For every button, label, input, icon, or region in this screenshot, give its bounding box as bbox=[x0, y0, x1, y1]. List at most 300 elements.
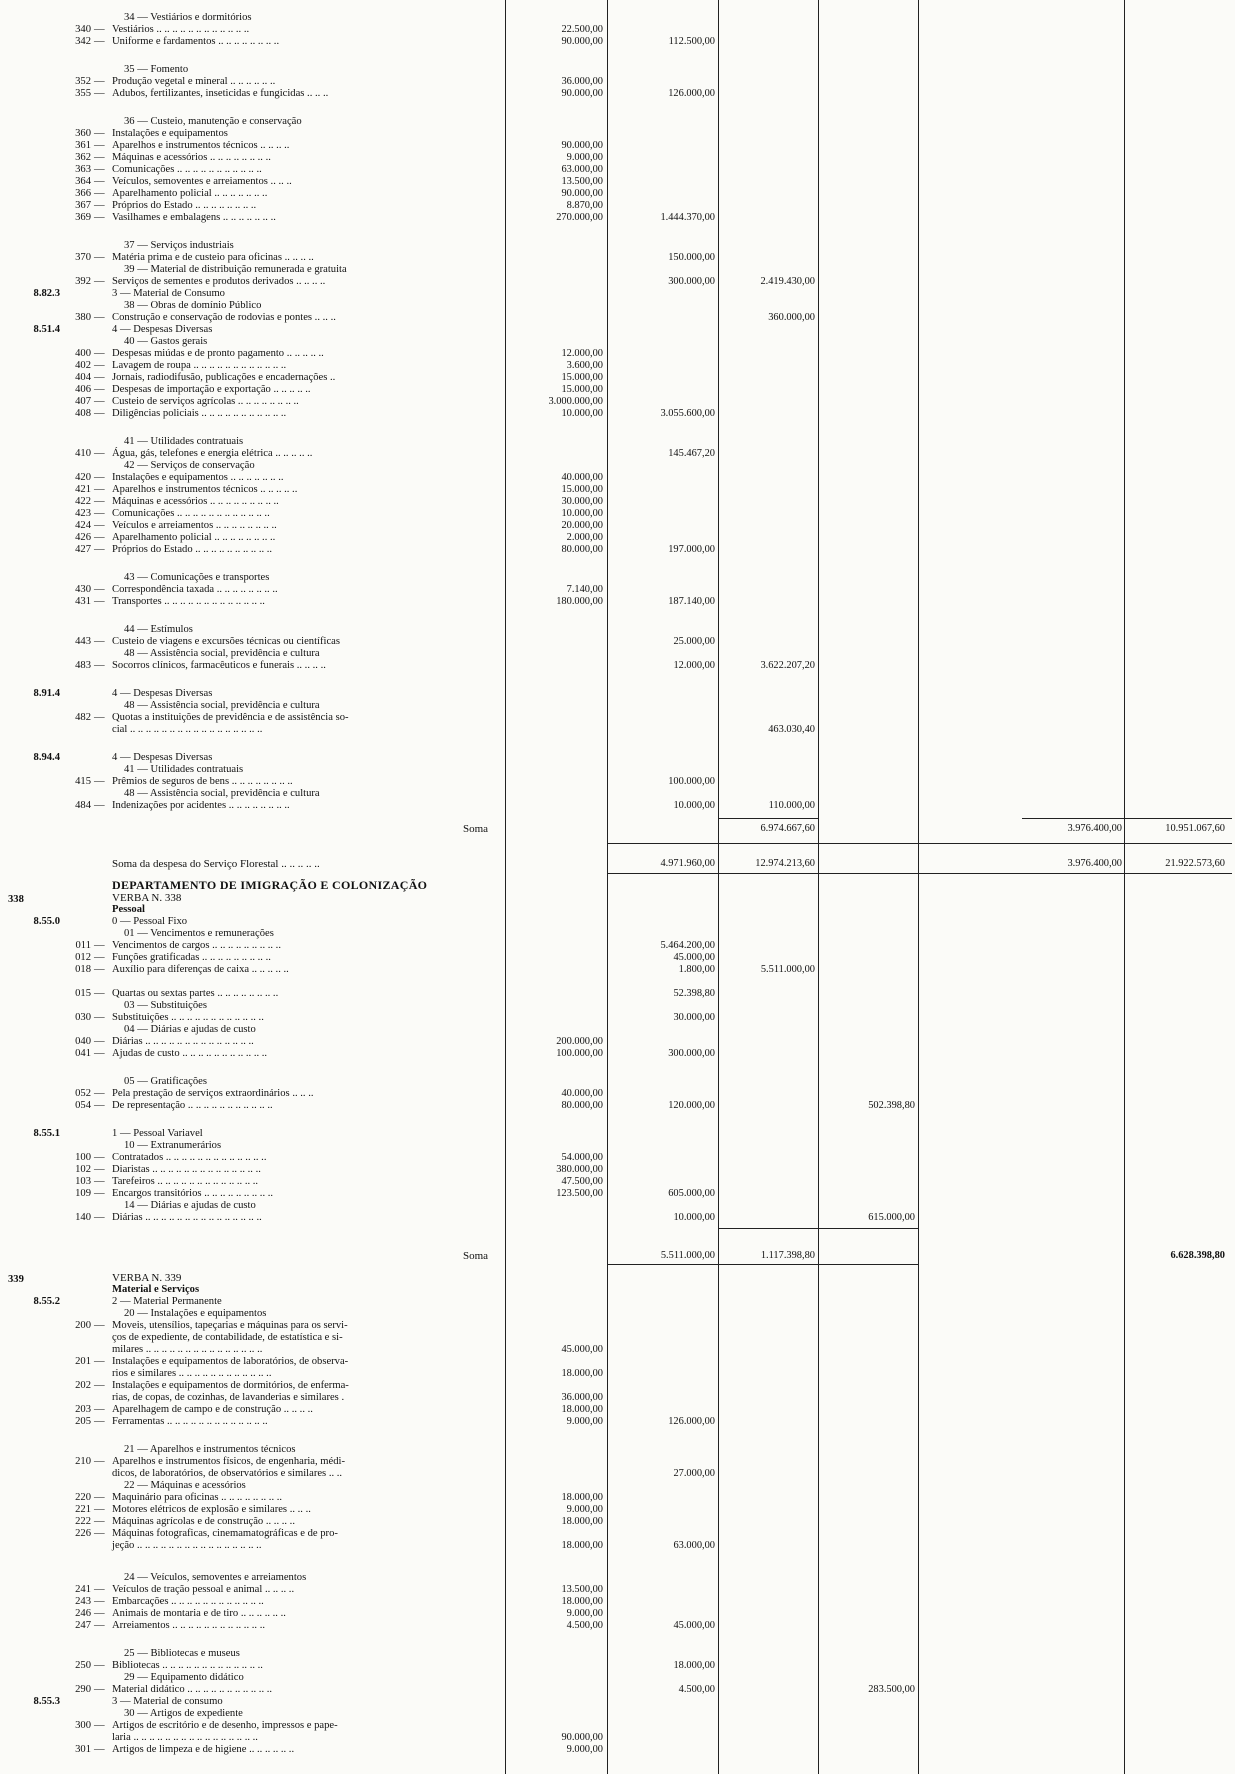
soma-value: 10.951.067,60 bbox=[1165, 823, 1225, 834]
line-code: 241 bbox=[75, 1584, 91, 1595]
amount-c1: 90.000,00 bbox=[561, 140, 603, 151]
amount-c1: 40.000,00 bbox=[561, 472, 603, 483]
dash-separator: — bbox=[94, 1152, 105, 1163]
budget-line bbox=[0, 460, 1235, 472]
budget-line bbox=[0, 508, 1235, 520]
budget-line bbox=[0, 584, 1235, 596]
dash-separator: — bbox=[94, 496, 105, 507]
budget-line bbox=[0, 448, 1235, 460]
line-label: Produção vegetal e mineral .. .. .. .. .. .. bbox=[112, 76, 276, 87]
line-label: 0 — Pessoal Fixo bbox=[112, 916, 188, 927]
sum-rule bbox=[607, 1264, 918, 1265]
line-label: Comunicações .. .. .. .. .. .. .. .. .. .. .. bbox=[112, 164, 262, 175]
budget-line bbox=[0, 532, 1235, 544]
line-code: 054 bbox=[75, 1100, 91, 1111]
amount-c1: 36.000,00 bbox=[561, 76, 603, 87]
dash-separator: — bbox=[94, 1380, 105, 1391]
line-label: 24 — Veículos, semoventes e arreiamentos bbox=[124, 1572, 307, 1583]
dash-separator: — bbox=[94, 1620, 105, 1631]
amount-c1: 30.000,00 bbox=[561, 496, 603, 507]
line-label: Motores elétricos de explosão e similares .. .. .. bbox=[112, 1504, 311, 1515]
budget-line bbox=[0, 788, 1235, 800]
budget-line bbox=[0, 940, 1235, 952]
sum-rule bbox=[1022, 818, 1232, 819]
amount-c1: 13.500,00 bbox=[561, 176, 603, 187]
budget-line bbox=[0, 660, 1235, 672]
line-label: Diárias .. .. .. .. .. .. .. .. .. .. .. .. .. .. .. bbox=[112, 1212, 262, 1223]
amount-c1: 40.000,00 bbox=[561, 1088, 603, 1099]
dash-separator: — bbox=[94, 76, 105, 87]
dash-separator: — bbox=[94, 532, 105, 543]
budget-line bbox=[0, 212, 1235, 224]
amount-c2: 187.140,00 bbox=[668, 596, 715, 607]
line-label: Pela prestação de serviços extraordinários .. .. .. bbox=[112, 1088, 314, 1099]
line-label: Tarefeiros .. .. .. .. .. .. .. .. .. .. .. .. .. bbox=[112, 1176, 259, 1187]
line-code: 205 bbox=[75, 1416, 91, 1427]
amount-c1: 3.000.000,00 bbox=[548, 396, 603, 407]
amount-c3: 2.419.430,00 bbox=[760, 276, 815, 287]
line-code: 8.82.3 bbox=[33, 288, 60, 299]
line-label: 03 — Substituições bbox=[124, 1000, 207, 1011]
line-label: 21 — Aparelhos e instrumentos técnicos bbox=[124, 1444, 296, 1455]
line-label: Instalações e equipamentos de dormitórios, de enferma- bbox=[112, 1380, 349, 1391]
dash-separator: — bbox=[94, 1212, 105, 1223]
soma-value: 6.974.667,60 bbox=[760, 823, 815, 834]
budget-line bbox=[0, 1332, 1235, 1344]
line-code: 420 bbox=[75, 472, 91, 483]
budget-line bbox=[0, 1504, 1235, 1516]
budget-line bbox=[0, 140, 1235, 152]
line-code: 427 bbox=[75, 544, 91, 555]
line-code: 404 bbox=[75, 372, 91, 383]
line-label: 22 — Máquinas e acessórios bbox=[124, 1480, 246, 1491]
line-code: 355 bbox=[75, 88, 91, 99]
line-label: Máquinas e acessórios .. .. .. .. .. .. .. .. bbox=[112, 152, 271, 163]
dash-separator: — bbox=[94, 1528, 105, 1539]
soma-label: Soma bbox=[463, 1250, 489, 1262]
dash-separator: — bbox=[94, 1176, 105, 1187]
dash-separator: — bbox=[94, 152, 105, 163]
amount-c2: 100.000,00 bbox=[668, 776, 715, 787]
amount-c2: 300.000,00 bbox=[668, 276, 715, 287]
line-code: 415 bbox=[75, 776, 91, 787]
dash-separator: — bbox=[94, 520, 105, 531]
amount-c1: 80.000,00 bbox=[561, 544, 603, 555]
line-code: 392 bbox=[75, 276, 91, 287]
dash-separator: — bbox=[94, 508, 105, 519]
amount-c1: 15.000,00 bbox=[561, 372, 603, 383]
dash-separator: — bbox=[94, 188, 105, 199]
dash-separator: — bbox=[94, 372, 105, 383]
budget-line bbox=[0, 1212, 1235, 1224]
dash-separator: — bbox=[94, 348, 105, 359]
dash-separator: — bbox=[94, 1404, 105, 1415]
amount-c1: 15.000,00 bbox=[561, 384, 603, 395]
line-code: 361 bbox=[75, 140, 91, 151]
budget-line bbox=[0, 128, 1235, 140]
amount-c2: 120.000,00 bbox=[668, 1100, 715, 1111]
line-code: 422 bbox=[75, 496, 91, 507]
amount-c1: 180.000,00 bbox=[556, 596, 603, 607]
budget-line bbox=[0, 264, 1235, 276]
line-label: Água, gás, telefones e energia elétrica .. .. .. .. .. bbox=[112, 448, 313, 459]
budget-line bbox=[0, 176, 1235, 188]
line-code: 340 bbox=[75, 24, 91, 35]
amount-c4: 283.500,00 bbox=[868, 1684, 915, 1695]
dash-separator: — bbox=[94, 1320, 105, 1331]
budget-line bbox=[0, 1584, 1235, 1596]
budget-line bbox=[0, 1572, 1235, 1584]
line-code: 102 bbox=[75, 1164, 91, 1175]
budget-line bbox=[0, 776, 1235, 788]
line-label: Maquinário para oficinas .. .. .. .. .. .. .. .. bbox=[112, 1492, 283, 1503]
dash-separator: — bbox=[94, 164, 105, 175]
line-label: Instalações e equipamentos de laboratórios, de observa- bbox=[112, 1356, 349, 1367]
dash-separator: — bbox=[94, 408, 105, 419]
line-label: Matéria prima e de custeio para oficinas .. .. .. .. bbox=[112, 252, 314, 263]
line-code: 431 bbox=[75, 596, 91, 607]
budget-line bbox=[0, 1696, 1235, 1708]
budget-line bbox=[0, 88, 1235, 100]
budget-line bbox=[0, 1444, 1235, 1456]
budget-line bbox=[0, 1672, 1235, 1684]
line-code: 367 bbox=[75, 200, 91, 211]
line-label: Vasilhames e embalagens .. .. .. .. .. .. .. bbox=[112, 212, 276, 223]
amount-c1: 47.500,00 bbox=[561, 1176, 603, 1187]
line-label: 42 — Serviços de conservação bbox=[124, 460, 255, 471]
budget-line bbox=[0, 988, 1235, 1000]
budget-line bbox=[0, 1732, 1235, 1744]
amount-c2: 1.444.370,00 bbox=[660, 212, 715, 223]
budget-line bbox=[0, 288, 1235, 300]
amount-c2: 27.000,00 bbox=[673, 1468, 715, 1479]
dash-separator: — bbox=[94, 596, 105, 607]
line-code: 406 bbox=[75, 384, 91, 395]
budget-line bbox=[0, 324, 1235, 336]
line-label: Socorros clínicos, farmacêuticos e funerais .. .. .. .. bbox=[112, 660, 326, 671]
amount-c1: 54.000,00 bbox=[561, 1152, 603, 1163]
dash-separator: — bbox=[94, 1516, 105, 1527]
line-label: dicos, de laboratórios, de observatórios e similares .. .. bbox=[112, 1468, 343, 1479]
amount-c4: 502.398,80 bbox=[868, 1100, 915, 1111]
amount-c3: 463.030,40 bbox=[768, 724, 815, 735]
budget-line bbox=[0, 496, 1235, 508]
dash-separator: — bbox=[94, 1660, 105, 1671]
budget-line bbox=[0, 648, 1235, 660]
line-label: Veículos de tração pessoal e animal .. .. .. .. bbox=[112, 1584, 295, 1595]
line-label: Próprios do Estado .. .. .. .. .. .. .. .. bbox=[112, 200, 257, 211]
line-code: 400 bbox=[75, 348, 91, 359]
budget-line bbox=[0, 1200, 1235, 1212]
amount-c3: 5.511.000,00 bbox=[760, 964, 815, 975]
line-code: 408 bbox=[75, 408, 91, 419]
amount-c1: 80.000,00 bbox=[561, 1100, 603, 1111]
line-code: 222 bbox=[75, 1516, 91, 1527]
line-label: 4 — Despesas Diversas bbox=[112, 324, 213, 335]
budget-line bbox=[0, 1368, 1235, 1380]
line-label: Contratados .. .. .. .. .. .. .. .. .. .. .. .. .. bbox=[112, 1152, 267, 1163]
amount-c2: 3.055.600,00 bbox=[660, 408, 715, 419]
line-label: Diárias .. .. .. .. .. .. .. .. .. .. .. .. .. .. bbox=[112, 1036, 254, 1047]
amount-c3: 3.622.207,20 bbox=[760, 660, 815, 671]
budget-line bbox=[0, 1320, 1235, 1332]
dash-separator: — bbox=[94, 1720, 105, 1731]
budget-line bbox=[0, 1648, 1235, 1660]
soma-label: Soma bbox=[463, 823, 489, 835]
line-label: 41 — Utilidades contratuais bbox=[124, 764, 244, 775]
sum-rule bbox=[607, 843, 1232, 844]
budget-line bbox=[0, 436, 1235, 448]
budget-line bbox=[0, 624, 1235, 636]
line-label: Comunicações .. .. .. .. .. .. .. .. .. .. .. .. bbox=[112, 508, 270, 519]
line-label: Encargos transitórios .. .. .. .. .. .. .. .. .. bbox=[112, 1188, 274, 1199]
budget-line bbox=[0, 700, 1235, 712]
line-label: 4 — Despesas Diversas bbox=[112, 688, 213, 699]
budget-line bbox=[0, 800, 1235, 812]
line-label: Aparelhamento policial .. .. .. .. .. .. .. bbox=[112, 188, 268, 199]
line-label: 34 — Vestiários e dormitórios bbox=[124, 12, 252, 23]
budget-line bbox=[0, 396, 1235, 408]
budget-line bbox=[0, 200, 1235, 212]
dash-separator: — bbox=[94, 360, 105, 371]
budget-line bbox=[0, 1152, 1235, 1164]
amount-c1: 9.000,00 bbox=[566, 1608, 603, 1619]
dash-separator: — bbox=[94, 484, 105, 495]
budget-line bbox=[0, 1468, 1235, 1480]
budget-line bbox=[0, 1128, 1235, 1140]
amount-c1: 90.000,00 bbox=[561, 36, 603, 47]
amount-c1: 22.500,00 bbox=[561, 24, 603, 35]
amount-c3: 110.000,00 bbox=[768, 800, 815, 811]
dash-separator: — bbox=[94, 396, 105, 407]
dash-separator: — bbox=[94, 1584, 105, 1595]
line-code: 250 bbox=[75, 1660, 91, 1671]
line-label: Aparelhamento policial .. .. .. .. .. .. .. .. bbox=[112, 532, 276, 543]
dash-separator: — bbox=[94, 712, 105, 723]
line-label: Funções gratificadas .. .. .. .. .. .. .. .. .. bbox=[112, 952, 271, 963]
budget-line bbox=[0, 1492, 1235, 1504]
line-code: 290 bbox=[75, 1684, 91, 1695]
line-code: 8.91.4 bbox=[33, 688, 60, 699]
amount-c2: 18.000,00 bbox=[673, 1660, 715, 1671]
amount-c2: 197.000,00 bbox=[668, 544, 715, 555]
amount-c2: 145.467,20 bbox=[668, 448, 715, 459]
budget-line bbox=[0, 1088, 1235, 1100]
line-label: 29 — Equipamento didático bbox=[124, 1672, 244, 1683]
dash-separator: — bbox=[94, 964, 105, 975]
amount-c1: 7.140,00 bbox=[566, 584, 603, 595]
budget-line bbox=[0, 116, 1235, 128]
amount-c2: 10.000,00 bbox=[673, 1212, 715, 1223]
line-code: 011 bbox=[75, 940, 91, 951]
soma-value: 1.117.398,80 bbox=[760, 1250, 815, 1261]
line-code: 052 bbox=[75, 1088, 91, 1099]
line-code: 407 bbox=[75, 396, 91, 407]
amount-c1: 13.500,00 bbox=[561, 1584, 603, 1595]
line-code: 220 bbox=[75, 1492, 91, 1503]
dash-separator: — bbox=[94, 1492, 105, 1503]
budget-line bbox=[0, 520, 1235, 532]
line-code: 100 bbox=[75, 1152, 91, 1163]
line-label: Correspondência taxada .. .. .. .. .. .. .. .. bbox=[112, 584, 278, 595]
dash-separator: — bbox=[94, 448, 105, 459]
dash-separator: — bbox=[94, 200, 105, 211]
line-code: 247 bbox=[75, 1620, 91, 1631]
amount-c3: 360.000,00 bbox=[768, 312, 815, 323]
line-label: Máquinas agrícolas e de construção .. .. .. .. bbox=[112, 1516, 295, 1527]
budget-line bbox=[0, 1480, 1235, 1492]
line-code: 040 bbox=[75, 1036, 91, 1047]
soma-value: 3.976.400,00 bbox=[1067, 823, 1122, 834]
line-code: 364 bbox=[75, 176, 91, 187]
line-label: 05 — Gratificações bbox=[124, 1076, 207, 1087]
amount-c2: 45.000,00 bbox=[673, 952, 715, 963]
budget-line bbox=[0, 472, 1235, 484]
amount-c2: 1.800,00 bbox=[678, 964, 715, 975]
budget-line bbox=[0, 764, 1235, 776]
line-label: 39 — Material de distribuição remunerada e gratuita bbox=[124, 264, 347, 275]
line-label: De representação .. .. .. .. .. .. .. .. .. .. .. bbox=[112, 1100, 273, 1111]
budget-line bbox=[0, 1608, 1235, 1620]
dash-separator: — bbox=[94, 1684, 105, 1695]
dash-separator: — bbox=[94, 312, 105, 323]
budget-line bbox=[0, 188, 1235, 200]
amount-c1: 10.000,00 bbox=[561, 508, 603, 519]
line-label: 48 — Assistência social, previdência e cultura bbox=[124, 700, 320, 711]
line-label: Quotas a instituições de previdência e de assistência so- bbox=[112, 712, 349, 723]
dash-separator: — bbox=[94, 1188, 105, 1199]
line-code: 366 bbox=[75, 188, 91, 199]
amount-c1: 90.000,00 bbox=[561, 88, 603, 99]
line-code: 380 bbox=[75, 312, 91, 323]
budget-line bbox=[0, 712, 1235, 724]
line-code: 300 bbox=[75, 1720, 91, 1731]
dash-separator: — bbox=[94, 952, 105, 963]
line-label: Arreiamentos .. .. .. .. .. .. .. .. .. .. .. .. bbox=[112, 1620, 265, 1631]
line-label: Custeio de serviços agrícolas .. .. .. .. .. .. .. .. bbox=[112, 396, 299, 407]
dash-separator: — bbox=[94, 1088, 105, 1099]
dash-separator: — bbox=[94, 472, 105, 483]
line-code: 370 bbox=[75, 252, 91, 263]
amount-c1: 380.000,00 bbox=[556, 1164, 603, 1175]
budget-line bbox=[0, 300, 1235, 312]
line-label: 30 — Artigos de expediente bbox=[124, 1708, 243, 1719]
amount-c1: 10.000,00 bbox=[561, 408, 603, 419]
dash-separator: — bbox=[94, 1456, 105, 1467]
budget-line bbox=[0, 916, 1235, 928]
line-label: jeção .. .. .. .. .. .. .. .. .. .. .. .. .. .. .. .. bbox=[112, 1540, 262, 1551]
line-code: 140 bbox=[75, 1212, 91, 1223]
budget-line bbox=[0, 596, 1235, 608]
line-code: 103 bbox=[75, 1176, 91, 1187]
line-code: 369 bbox=[75, 212, 91, 223]
budget-line bbox=[0, 252, 1235, 264]
line-label: 44 — Estímulos bbox=[124, 624, 193, 635]
budget-line bbox=[0, 1392, 1235, 1404]
dash-separator: — bbox=[94, 88, 105, 99]
dash-separator: — bbox=[94, 384, 105, 395]
line-label: Adubos, fertilizantes, inseticidas e fungicidas .. .. .. bbox=[112, 88, 329, 99]
budget-line bbox=[0, 1188, 1235, 1200]
amount-c1: 90.000,00 bbox=[561, 188, 603, 199]
line-code: 483 bbox=[75, 660, 91, 671]
line-code: 410 bbox=[75, 448, 91, 459]
budget-line bbox=[0, 688, 1235, 700]
dash-separator: — bbox=[94, 1744, 105, 1755]
budget-line bbox=[0, 1024, 1235, 1036]
dash-separator: — bbox=[94, 800, 105, 811]
budget-line bbox=[0, 1380, 1235, 1392]
amount-c1: 18.000,00 bbox=[561, 1540, 603, 1551]
amount-c2: 25.000,00 bbox=[673, 636, 715, 647]
dash-separator: — bbox=[94, 1164, 105, 1175]
budget-line bbox=[0, 384, 1235, 396]
line-label: Despesas miúdas e de pronto pagamento .. .. .. .. .. bbox=[112, 348, 324, 359]
amount-c2: 12.000,00 bbox=[673, 660, 715, 671]
line-label: Bibliotecas .. .. .. .. .. .. .. .. .. .. .. .. .. bbox=[112, 1660, 263, 1671]
line-label: Diaristas .. .. .. .. .. .. .. .. .. .. .. .. .. .. bbox=[112, 1164, 261, 1175]
amount-c1: 9.000,00 bbox=[566, 1416, 603, 1427]
line-code: 360 bbox=[75, 128, 91, 139]
budget-line bbox=[0, 964, 1235, 976]
budget-line bbox=[0, 724, 1235, 736]
line-code: 201 bbox=[75, 1356, 91, 1367]
dash-separator: — bbox=[94, 1416, 105, 1427]
amount-c1: 18.000,00 bbox=[561, 1492, 603, 1503]
line-label: Prêmios de seguros de bens .. .. .. .. .. .. .. .. bbox=[112, 776, 293, 787]
budget-line bbox=[0, 372, 1235, 384]
line-label: cial .. .. .. .. .. .. .. .. .. .. .. .. .. .. .. .. .. bbox=[112, 724, 263, 735]
line-label: 3 — Material de Consumo bbox=[112, 288, 225, 299]
line-label: Máquinas fotograficas, cinemamatográficas e de pro- bbox=[112, 1528, 338, 1539]
line-code: 342 bbox=[75, 36, 91, 47]
amount-c1: 8.870,00 bbox=[566, 200, 603, 211]
amount-c1: 18.000,00 bbox=[561, 1404, 603, 1415]
line-code: 041 bbox=[75, 1048, 91, 1059]
budget-line bbox=[0, 64, 1235, 76]
line-code: 221 bbox=[75, 1504, 91, 1515]
amount-c1: 200.000,00 bbox=[556, 1036, 603, 1047]
line-label: 48 — Assistência social, previdência e cultura bbox=[124, 788, 320, 799]
line-label: 4 — Despesas Diversas bbox=[112, 752, 213, 763]
verba-title: VERBA N. 339 bbox=[112, 1272, 182, 1284]
dash-separator: — bbox=[94, 36, 105, 47]
budget-line bbox=[0, 636, 1235, 648]
budget-line bbox=[0, 1456, 1235, 1468]
dept-code: 338 bbox=[8, 894, 24, 905]
dash-separator: — bbox=[94, 584, 105, 595]
line-label: 14 — Diárias e ajudas de custo bbox=[124, 1200, 256, 1211]
dash-separator: — bbox=[94, 1356, 105, 1367]
line-label: Construção e conservação de rodovias e pontes .. .. .. bbox=[112, 312, 336, 323]
line-label: Embarcações .. .. .. .. .. .. .. .. .. .. .. .. bbox=[112, 1596, 264, 1607]
amount-c1: 20.000,00 bbox=[561, 520, 603, 531]
line-label: 25 — Bibliotecas e museus bbox=[124, 1648, 240, 1659]
amount-c1: 90.000,00 bbox=[561, 1732, 603, 1743]
amount-c1: 12.000,00 bbox=[561, 348, 603, 359]
budget-line bbox=[0, 164, 1235, 176]
line-label: 40 — Gastos gerais bbox=[124, 336, 208, 347]
sum-rule bbox=[718, 1228, 918, 1229]
amount-c1: 36.000,00 bbox=[561, 1392, 603, 1403]
line-label: laria .. .. .. .. .. .. .. .. .. .. .. .. .. .. .. .. bbox=[112, 1732, 258, 1743]
dash-separator: — bbox=[94, 212, 105, 223]
budget-line bbox=[0, 1356, 1235, 1368]
dash-separator: — bbox=[94, 660, 105, 671]
line-code: 109 bbox=[75, 1188, 91, 1199]
line-code: 430 bbox=[75, 584, 91, 595]
dept-title: DEPARTAMENTO DE IMIGRAÇÃO E COLONIZAÇÃO bbox=[112, 878, 428, 892]
